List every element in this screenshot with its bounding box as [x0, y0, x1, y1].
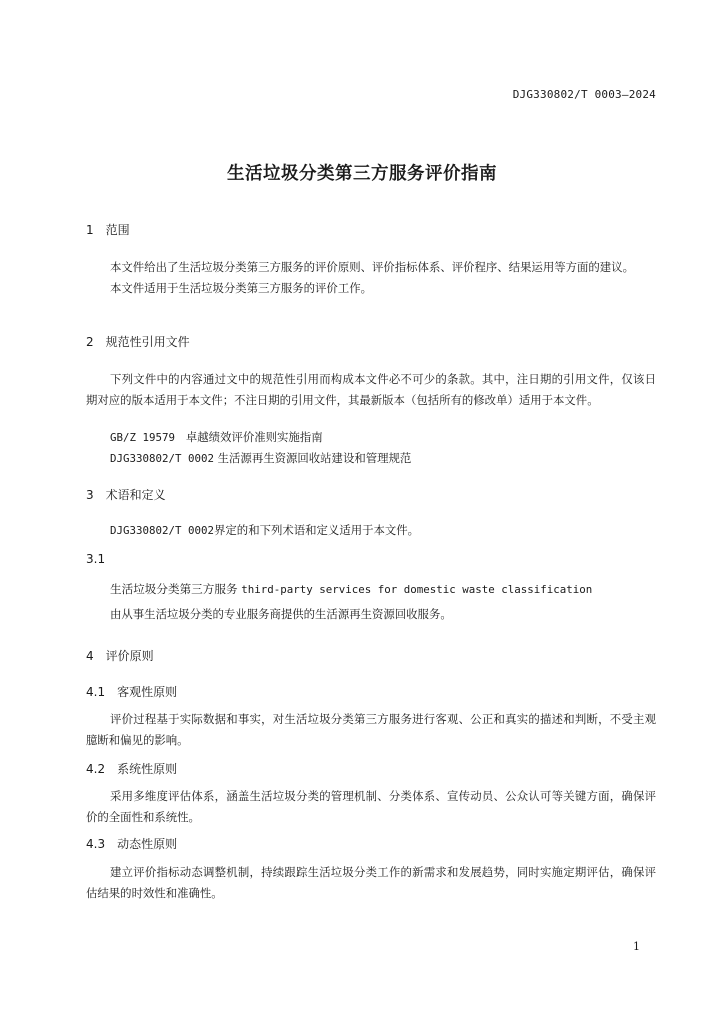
section-title: 术语和定义 — [105, 488, 166, 502]
section-3-intro — [86, 520, 680, 541]
section-number: 3 — [86, 488, 94, 502]
section-number: 1 — [86, 223, 94, 237]
document-title: 生活垃圾分类第三方服务评价指南 — [227, 164, 497, 184]
subsection-title: 系统性原则 — [117, 762, 178, 776]
reference-item — [86, 427, 680, 448]
subsection-body — [86, 862, 656, 904]
paragraph: 本文件适用于生活垃圾分类第三方服务的评价工作。 — [110, 281, 372, 295]
term-english: third-party services for domestic waste classification — [241, 583, 593, 596]
section-2-body — [86, 369, 656, 411]
standard-code: DJG330802/T 0003—2024 — [512, 88, 656, 101]
subsection-title: 客观性原则 — [117, 685, 178, 699]
paragraph: 采用多维度评估体系，涵盖生活垃圾分类的管理机制、分类体系、宣传动员、公众认可等关键方面，确保评价的全面性和系统性。 — [86, 789, 656, 824]
subsection-title: 动态性原则 — [117, 837, 178, 851]
subsection-heading — [86, 835, 656, 853]
subsection-number: 4.3 — [86, 837, 106, 851]
section-2-heading — [86, 333, 656, 351]
subsection-number: 4.2 — [86, 762, 106, 776]
section-title: 评价原则 — [105, 649, 154, 663]
section-number: 4 — [86, 649, 94, 663]
section-title: 范围 — [105, 223, 130, 237]
paragraph: 由从事生活垃圾分类的专业服务商提供的生活源再生资源回收服务。 — [110, 607, 452, 621]
subsection-heading — [86, 760, 656, 778]
subsection-number: 4.1 — [86, 685, 106, 699]
subsection-body — [86, 786, 656, 828]
paragraph: 评价过程基于实际数据和事实，对生活垃圾分类第三方服务进行客观、公正和真实的描述和判断，不受主观臆断和偏见的影响。 — [86, 712, 656, 747]
term-number: 3.1 — [86, 552, 106, 566]
subsection-body — [86, 709, 656, 751]
section-title: 规范性引用文件 — [105, 335, 190, 349]
reference-name: 卓越绩效评价准则实施指南 — [185, 430, 323, 444]
page-number: 1 — [633, 940, 640, 953]
section-4-heading — [86, 647, 656, 665]
intro-text: 界定的和下列术语和定义适用于本文件。 — [214, 523, 420, 537]
section-1-heading — [86, 221, 656, 239]
section-1-body — [86, 257, 656, 299]
term-definition — [86, 604, 656, 625]
section-number: 2 — [86, 335, 94, 349]
reference-code: DJG330802/T 0002 — [110, 524, 215, 537]
reference-item — [86, 448, 680, 469]
paragraph: 下列文件中的内容通过文中的规范性引用而构成本文件必不可少的条款。其中，注日期的引用文件，仅该日期对应的版本适用于本文件；不注日期的引用文件，其最新版本（包括所有的修改单）适用于本文件。 — [86, 372, 656, 407]
term-entry — [86, 580, 680, 599]
reference-code: DJG330802/T 0002 — [110, 452, 215, 465]
subsection-heading — [86, 683, 656, 701]
section-3-heading — [86, 486, 656, 504]
reference-code: GB/Z 19579 — [110, 431, 176, 444]
paragraph: 本文件给出了生活垃圾分类第三方服务的评价原则、评价指标体系、评价程序、结果运用等方面的建议。 — [110, 260, 634, 274]
reference-name: 生活源再生资源回收站建设和管理规范 — [217, 451, 412, 465]
term-chinese: 生活垃圾分类第三方服务 — [110, 582, 238, 596]
paragraph: 建立评价指标动态调整机制，持续跟踪生活垃圾分类工作的新需求和发展趋势，同时实施定期评估，确保评估结果的时效性和准确性。 — [86, 865, 656, 900]
